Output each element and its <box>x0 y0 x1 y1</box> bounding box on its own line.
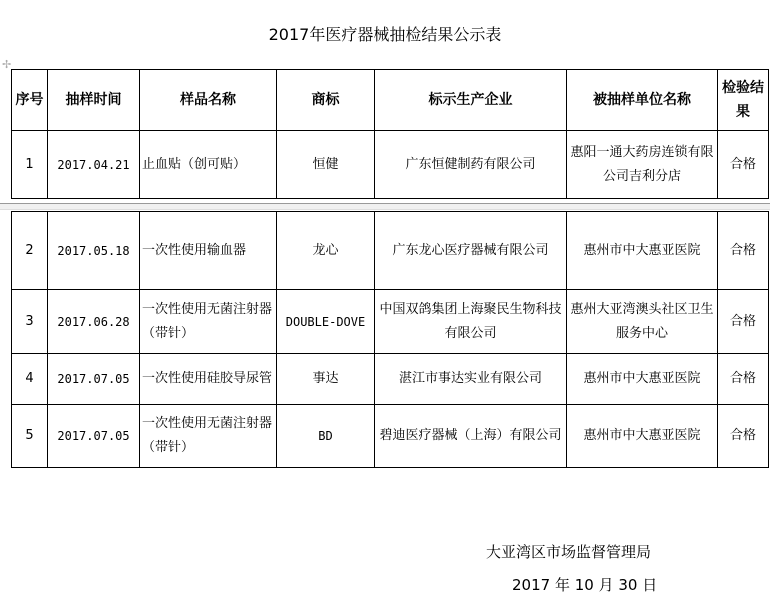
page-break-divider <box>0 203 770 210</box>
cell-product: 一次性使用硅胶导尿管 <box>140 354 277 405</box>
results-table-page2 <box>11 211 769 468</box>
table-row <box>12 212 769 290</box>
cell-product: 止血贴（创可贴） <box>140 131 277 199</box>
cell-unit: 惠州市中大惠亚医院 <box>567 212 718 290</box>
header-no: 序号 <box>12 70 48 131</box>
issue-date: 2017 年 10 月 30 日 <box>512 576 658 594</box>
table-header-row <box>12 70 769 131</box>
table-row <box>12 131 769 199</box>
cell-brand: 恒健 <box>277 131 375 199</box>
cell-no: 5 <box>12 405 48 468</box>
header-maker: 标示生产企业 <box>375 70 567 131</box>
cell-brand: 事达 <box>277 354 375 405</box>
cell-result: 合格 <box>718 354 769 405</box>
cell-result: 合格 <box>718 405 769 468</box>
cell-product: 一次性使用无菌注射器（带针） <box>140 405 277 468</box>
cell-result: 合格 <box>718 131 769 199</box>
results-table-page1 <box>11 69 769 199</box>
header-product: 样品名称 <box>140 70 277 131</box>
cell-unit: 惠州大亚湾澳头社区卫生服务中心 <box>567 290 718 354</box>
cell-brand: 龙心 <box>277 212 375 290</box>
cell-product: 一次性使用输血器 <box>140 212 277 290</box>
cell-unit: 惠州市中大惠亚医院 <box>567 354 718 405</box>
cell-date: 2017.05.18 <box>48 212 140 290</box>
cell-maker: 广东龙心医疗器械有限公司 <box>375 212 567 290</box>
cell-no: 3 <box>12 290 48 354</box>
cell-unit: 惠州市中大惠亚医院 <box>567 405 718 468</box>
cell-unit: 惠阳一通大药房连锁有限公司吉利分店 <box>567 131 718 199</box>
table-row <box>12 354 769 405</box>
cell-no: 2 <box>12 212 48 290</box>
document-title: 2017年医疗器械抽检结果公示表 <box>268 25 502 44</box>
cell-result: 合格 <box>718 212 769 290</box>
header-unit: 被抽样单位名称 <box>567 70 718 131</box>
issuing-organization: 大亚湾区市场监督管理局 <box>486 543 652 561</box>
cell-product: 一次性使用无菌注射器（带针） <box>140 290 277 354</box>
cell-brand: BD <box>277 405 375 468</box>
cell-maker: 碧迪医疗器械（上海）有限公司 <box>375 405 567 468</box>
cell-maker: 中国双鸽集团上海聚民生物科技有限公司 <box>375 290 567 354</box>
header-date: 抽样时间 <box>48 70 140 131</box>
table-move-handle-icon[interactable]: ✢ <box>2 58 12 71</box>
cell-result: 合格 <box>718 290 769 354</box>
cell-maker: 广东恒健制药有限公司 <box>375 131 567 199</box>
header-brand: 商标 <box>277 70 375 131</box>
cell-brand: DOUBLE-DOVE <box>277 290 375 354</box>
cell-no: 4 <box>12 354 48 405</box>
cell-date: 2017.04.21 <box>48 131 140 199</box>
cell-date: 2017.06.28 <box>48 290 140 354</box>
cell-no: 1 <box>12 131 48 199</box>
cell-date: 2017.07.05 <box>48 405 140 468</box>
cell-date: 2017.07.05 <box>48 354 140 405</box>
table-row <box>12 405 769 468</box>
header-result: 检验结果 <box>718 70 769 131</box>
cell-maker: 湛江市事达实业有限公司 <box>375 354 567 405</box>
table-row <box>12 290 769 354</box>
